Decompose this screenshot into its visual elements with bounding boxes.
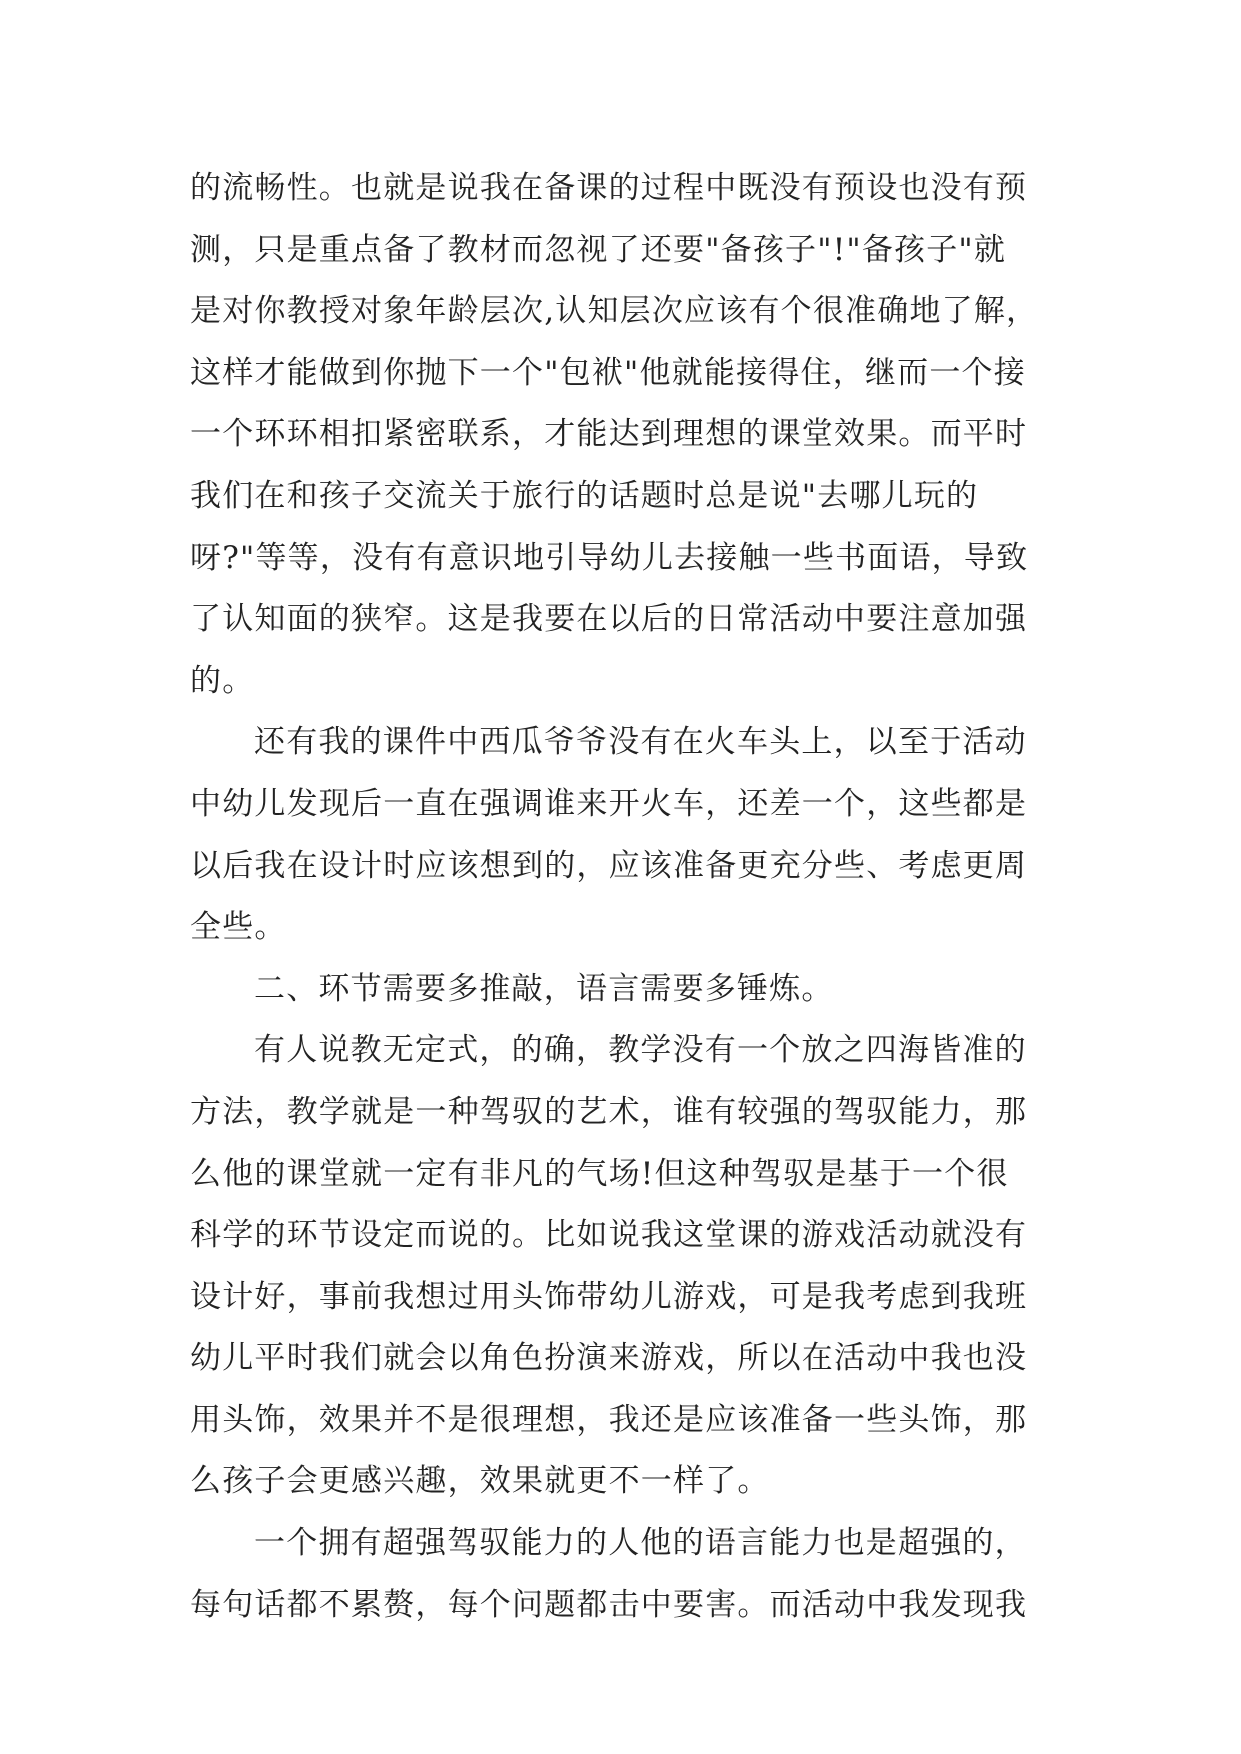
body-text [190,158,1070,1636]
text-line: 以后我在设计时应该想到的，应该准备更充分些、考虑更周 [190,847,1028,884]
text-line: 幼儿平时我们就会以角色扮演来游戏，所以在活动中我也没 [190,1340,1028,1377]
text-line: 二、环节需要多推敲，语言需要多锤炼。 [254,970,834,1007]
text-line: 我们在和孩子交流关于旅行的话题时总是说"去哪儿玩的 [190,477,979,514]
text-line: 了认知面的狭窄。这是我要在以后的日常活动中要注意加强 [190,601,1028,638]
text-line: 中幼儿发现后一直在强调谁来开火车，还差一个，这些都是 [190,785,1028,822]
text-line: 一个拥有超强驾驭能力的人他的语言能力也是超强的， [254,1525,1027,1562]
text-line: 每句话都不累赘，每个问题都击中要害。而活动中我发现我 [190,1586,1028,1623]
text-line: 用头饰，效果并不是很理想，我还是应该准备一些头饰，那 [190,1401,1028,1438]
text-line: 么他的课堂就一定有非凡的气场!但这种驾驭是基于一个很 [190,1155,1009,1192]
text-line: 的流畅性。也就是说我在备课的过程中既没有预设也没有预 [190,170,1028,206]
text-line: 方法，教学就是一种驾驭的艺术，谁有较强的驾驭能力，那 [190,1093,1028,1130]
text-line: 科学的环节设定而说的。比如说我这堂课的游戏活动就没有 [190,1217,1028,1254]
text-line: 一个环环相扣紧密联系，才能达到理想的课堂效果。而平时 [190,416,1028,453]
text-line: 的。 [190,662,255,699]
text-line: 还有我的课件中西瓜爷爷没有在火车头上，以至于活动 [254,724,1027,761]
text-line: 是对你教授对象年龄层次,认知层次应该有个很准确地了解， [190,293,1039,330]
text-line: 这样才能做到你抛下一个"包袱"他就能接得住，继而一个接 [190,354,1026,391]
text-line: 测，只是重点备了教材而忽视了还要"备孩子"!"备孩子"就 [190,231,1007,268]
text-line: 全些。 [190,909,287,946]
text-line: 呀?"等等，没有有意识地引导幼儿去接触一些书面语，导致 [190,539,1029,576]
text-line: 么孩子会更感兴趣，效果就更不一样了。 [190,1463,770,1500]
text-line: 设计好，事前我想过用头饰带幼儿游戏，可是我考虑到我班 [190,1278,1028,1315]
text-line: 有人说教无定式，的确，教学没有一个放之四海皆准的 [254,1032,1027,1069]
